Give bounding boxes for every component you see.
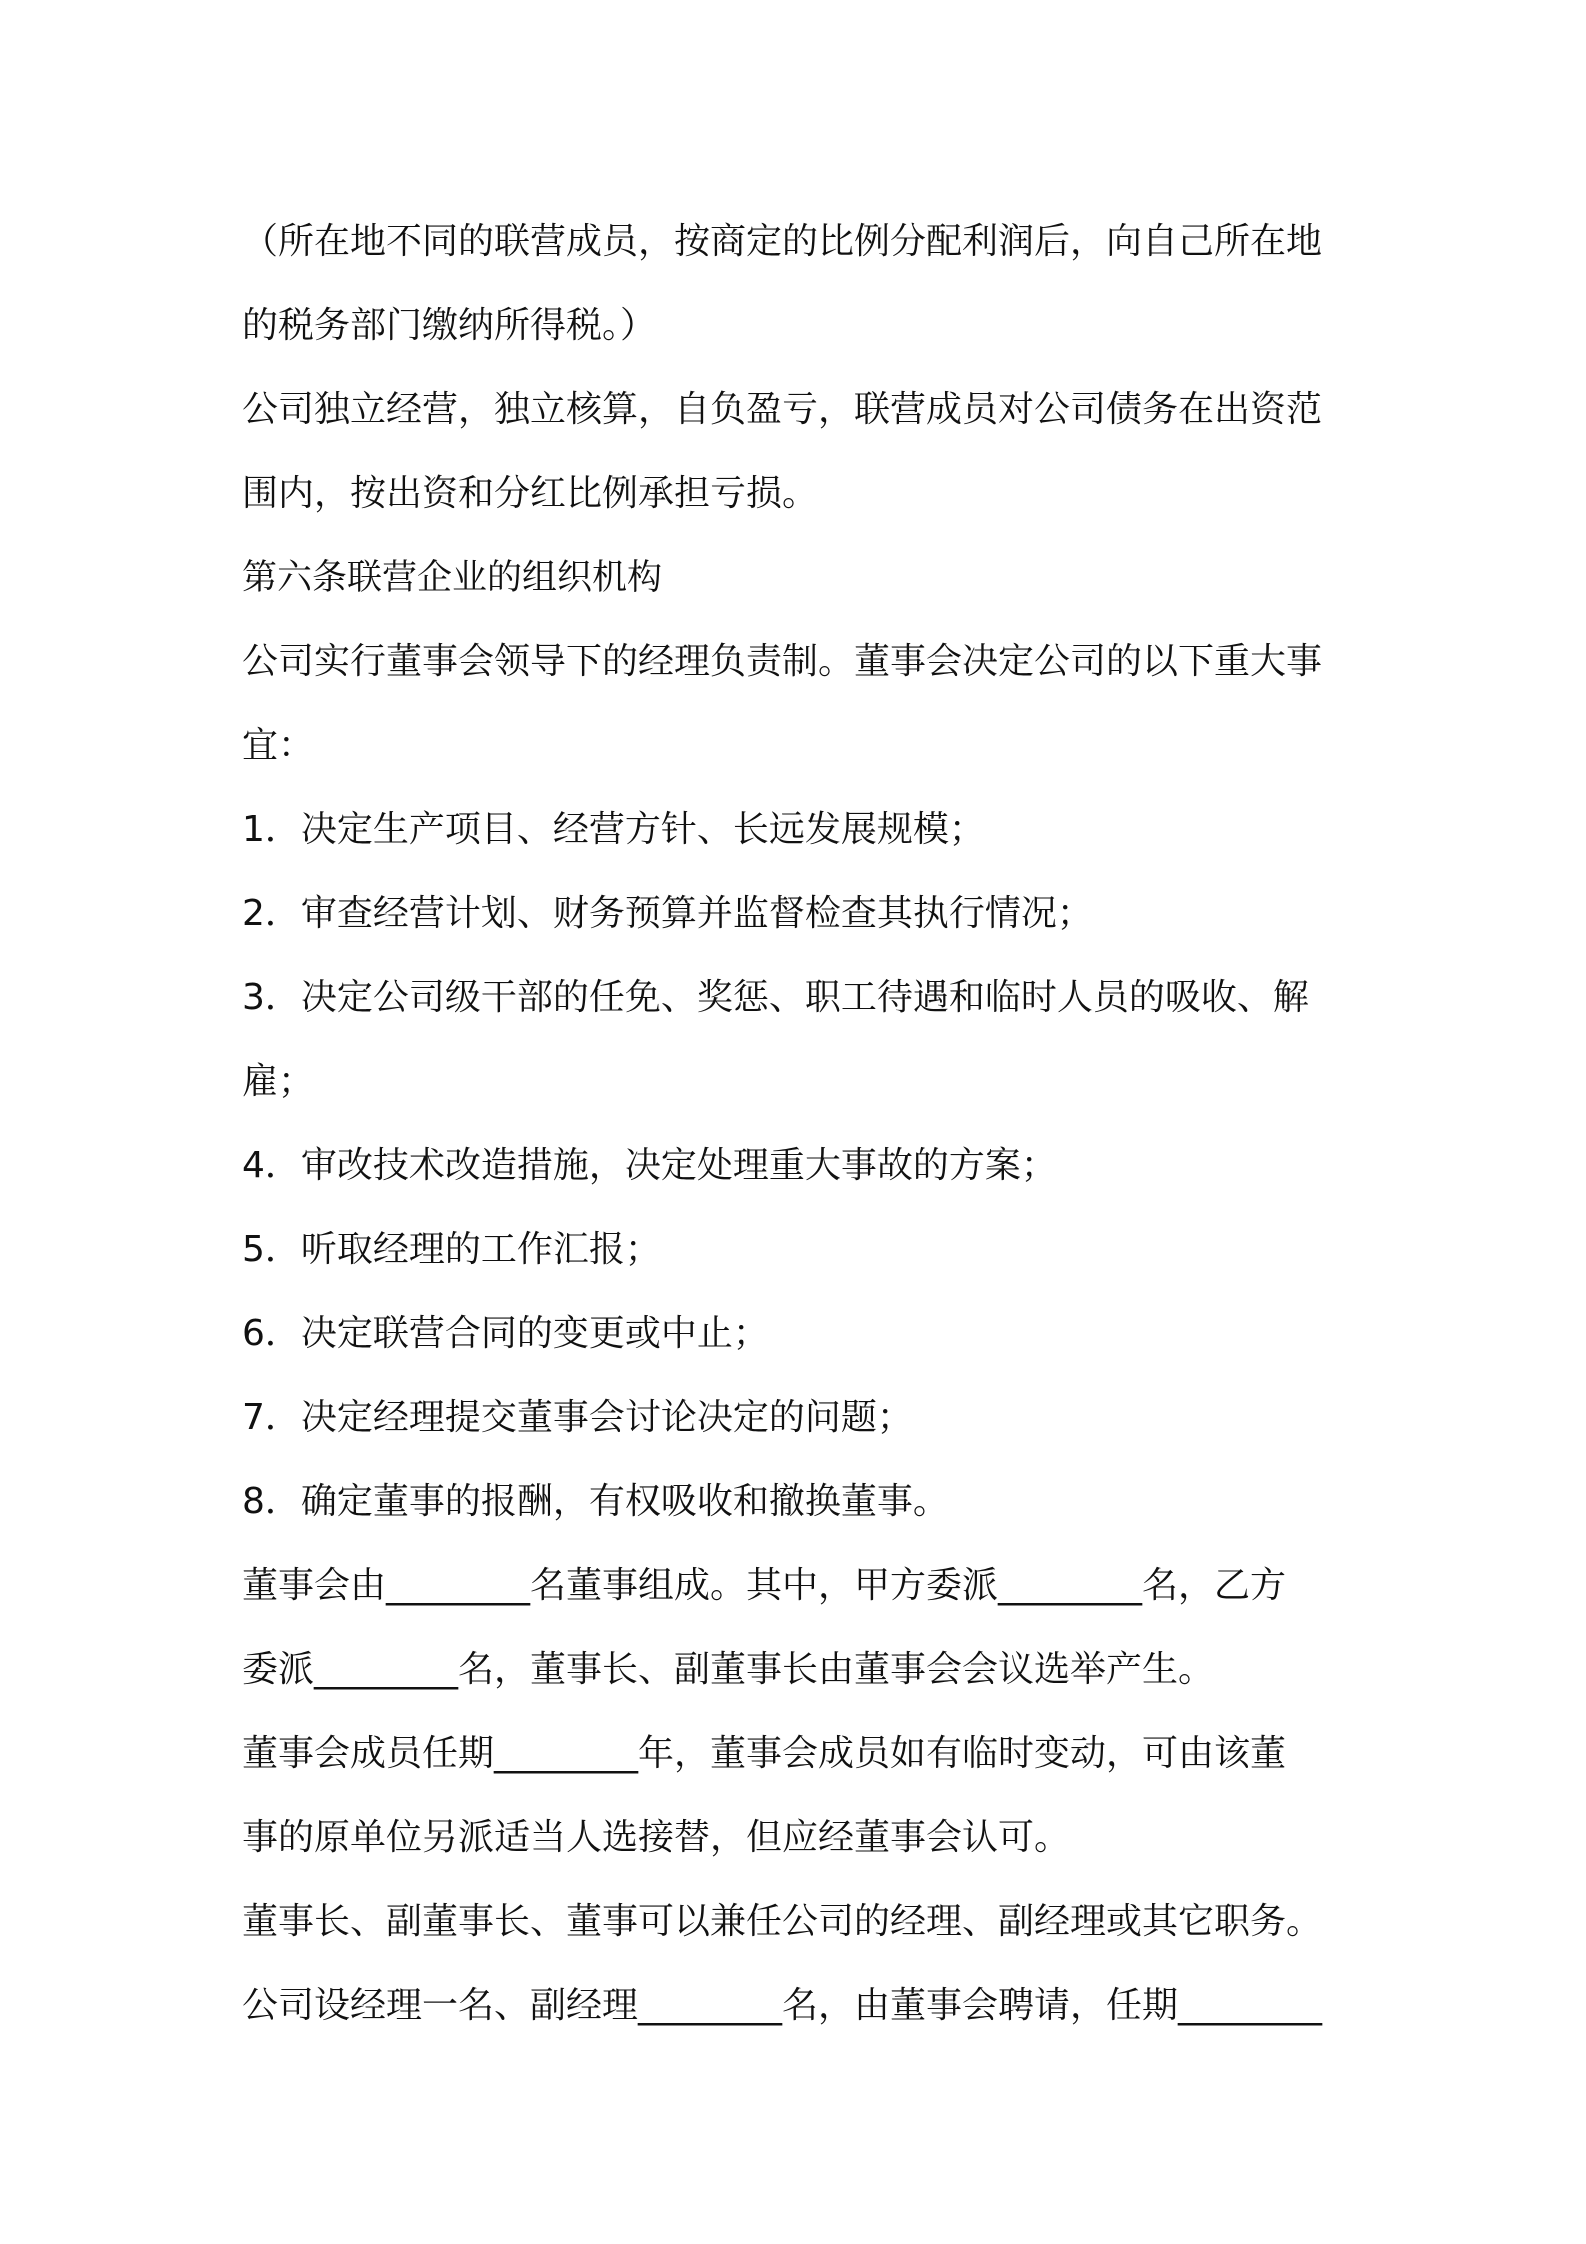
list-item: 1．决定生产项目、经营方针、长远发展规模； [242,809,985,850]
paragraph-line: 公司独立经营，独立核算，自负盈亏，联营成员对公司债务在出资范 [242,389,1323,430]
paragraph-line: 围内，按出资和分红比例承担亏损。 [242,473,819,514]
list-item: 5．听取经理的工作汇报； [242,1229,661,1270]
paragraph-line: 宜： [242,725,315,766]
paragraph-line: 委派________名，董事长、副董事长由董事会会议选举产生。 [242,1649,1215,1690]
list-item: 6．决定联营合同的变更或中止； [242,1313,769,1354]
document-body [242,200,1357,2048]
list-item: 3．决定公司级干部的任免、奖惩、职工待遇和临时人员的吸收、解 [242,977,1309,1018]
list-item: 7．决定经理提交董事会讨论决定的问题； [242,1397,913,1438]
paragraph-line: 董事会成员任期________年，董事会成员如有临时变动，可由该董 [242,1733,1287,1774]
section-heading: 第六条联营企业的组织机构 [242,558,663,598]
paragraph-line: （所在地不同的联营成员，按商定的比例分配利润后，向自己所在地 [242,221,1323,262]
paragraph-line: 董事会由________名董事组成。其中，甲方委派________名，乙方 [242,1565,1287,1606]
paragraph-line: 的税务部门缴纳所得税。） [242,305,657,346]
paragraph-line: 公司实行董事会领导下的经理负责制。董事会决定公司的以下重大事 [242,641,1323,682]
paragraph-line: 董事长、副董事长、董事可以兼任公司的经理、副经理或其它职务。 [242,1901,1323,1942]
paragraph-line: 事的原单位另派适当人选接替，但应经董事会认可。 [242,1817,1071,1858]
list-item: 4．审改技术改造措施，决定处理重大事故的方案； [242,1145,1057,1186]
paragraph-line: 公司设经理一名、副经理________名，由董事会聘请，任期________ [242,1985,1323,2026]
list-item: 8．确定董事的报酬，有权吸收和撤换董事。 [242,1481,949,1522]
list-item-continuation: 雇； [242,1061,315,1102]
list-item: 2．审查经营计划、财务预算并监督检查其执行情况； [242,893,1093,934]
